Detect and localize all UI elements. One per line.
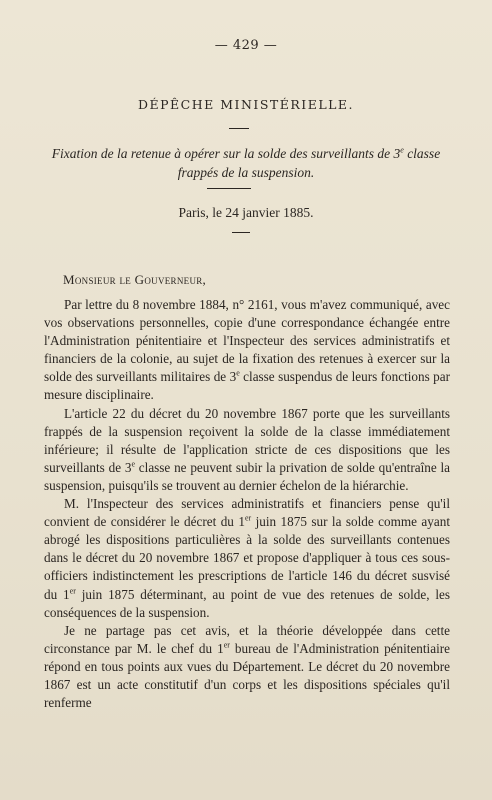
letter-body bbox=[44, 296, 450, 712]
dateline-rule bbox=[232, 232, 250, 233]
dateline: Paris, le 24 janvier 1885. bbox=[178, 205, 314, 220]
subtitle-rule bbox=[207, 188, 251, 189]
title-rule bbox=[229, 128, 249, 129]
paragraph: Je ne partage pas cet avis, et la théorie développée dans cette circonstance par M. le chef du 1er bureau de l'Administration pénitentiaire répond en tous points aux vues du Département. Le décret du 20 novembre 1867 est un acte constitutif d'un corps et les dispositions spéciales qu'il renferme bbox=[44, 622, 450, 711]
document-title: DÉPÊCHE MINISTÉRIELLE. bbox=[137, 97, 355, 112]
page-number: — 429 — bbox=[214, 38, 278, 53]
paragraph: L'article 22 du décret du 20 novembre 1867 porte que les surveillants frappés de la suspension reçoivent la solde de la classe immédiatement inférieure; il résulte de l'application stricte de ces dispositions que les surveillants de 3e classe ne peuvent subir la privation de solde qu'entraîne la suspension, puisqu'ils se trouvent au dernier échelon de la hiérarchie. bbox=[44, 405, 450, 493]
paragraph: Par lettre du 8 novembre 1884, n° 2161, vous m'avez communiqué, avec vos observations personnelles, copie d'une correspondance échangée entre l'Administration pénitentiaire et l'Inspecteur des services administratifs et financiers de la colonie, au sujet de la fixation des retenues à exercer sur la solde des surveillants militaires de 3e classe suspendus de leurs fonctions par mesure disciplinaire. bbox=[44, 297, 450, 403]
paragraph: M. l'Inspecteur des services administratifs et financiers pense qu'il convient de considérer le décret du 1er juin 1875 sur la solde comme ayant abrogé les dispositions particulières à la solde des surveillants contenues dans le décret du 20 novembre 1867 et propose d'appliquer à tous ces sous-officiers indistinctement les prescriptions de l'article 146 du décret susvisé du 1er juin 1875 déterminant, au point de vue des retenues de solde, les conséquences de la suspension. bbox=[44, 496, 450, 620]
document-subtitle: Fixation de la retenue à opérer sur la solde des surveillants de 3e classe frappés de la suspension. bbox=[51, 145, 441, 180]
salutation: Monsieur le Gouverneur, bbox=[63, 272, 207, 287]
